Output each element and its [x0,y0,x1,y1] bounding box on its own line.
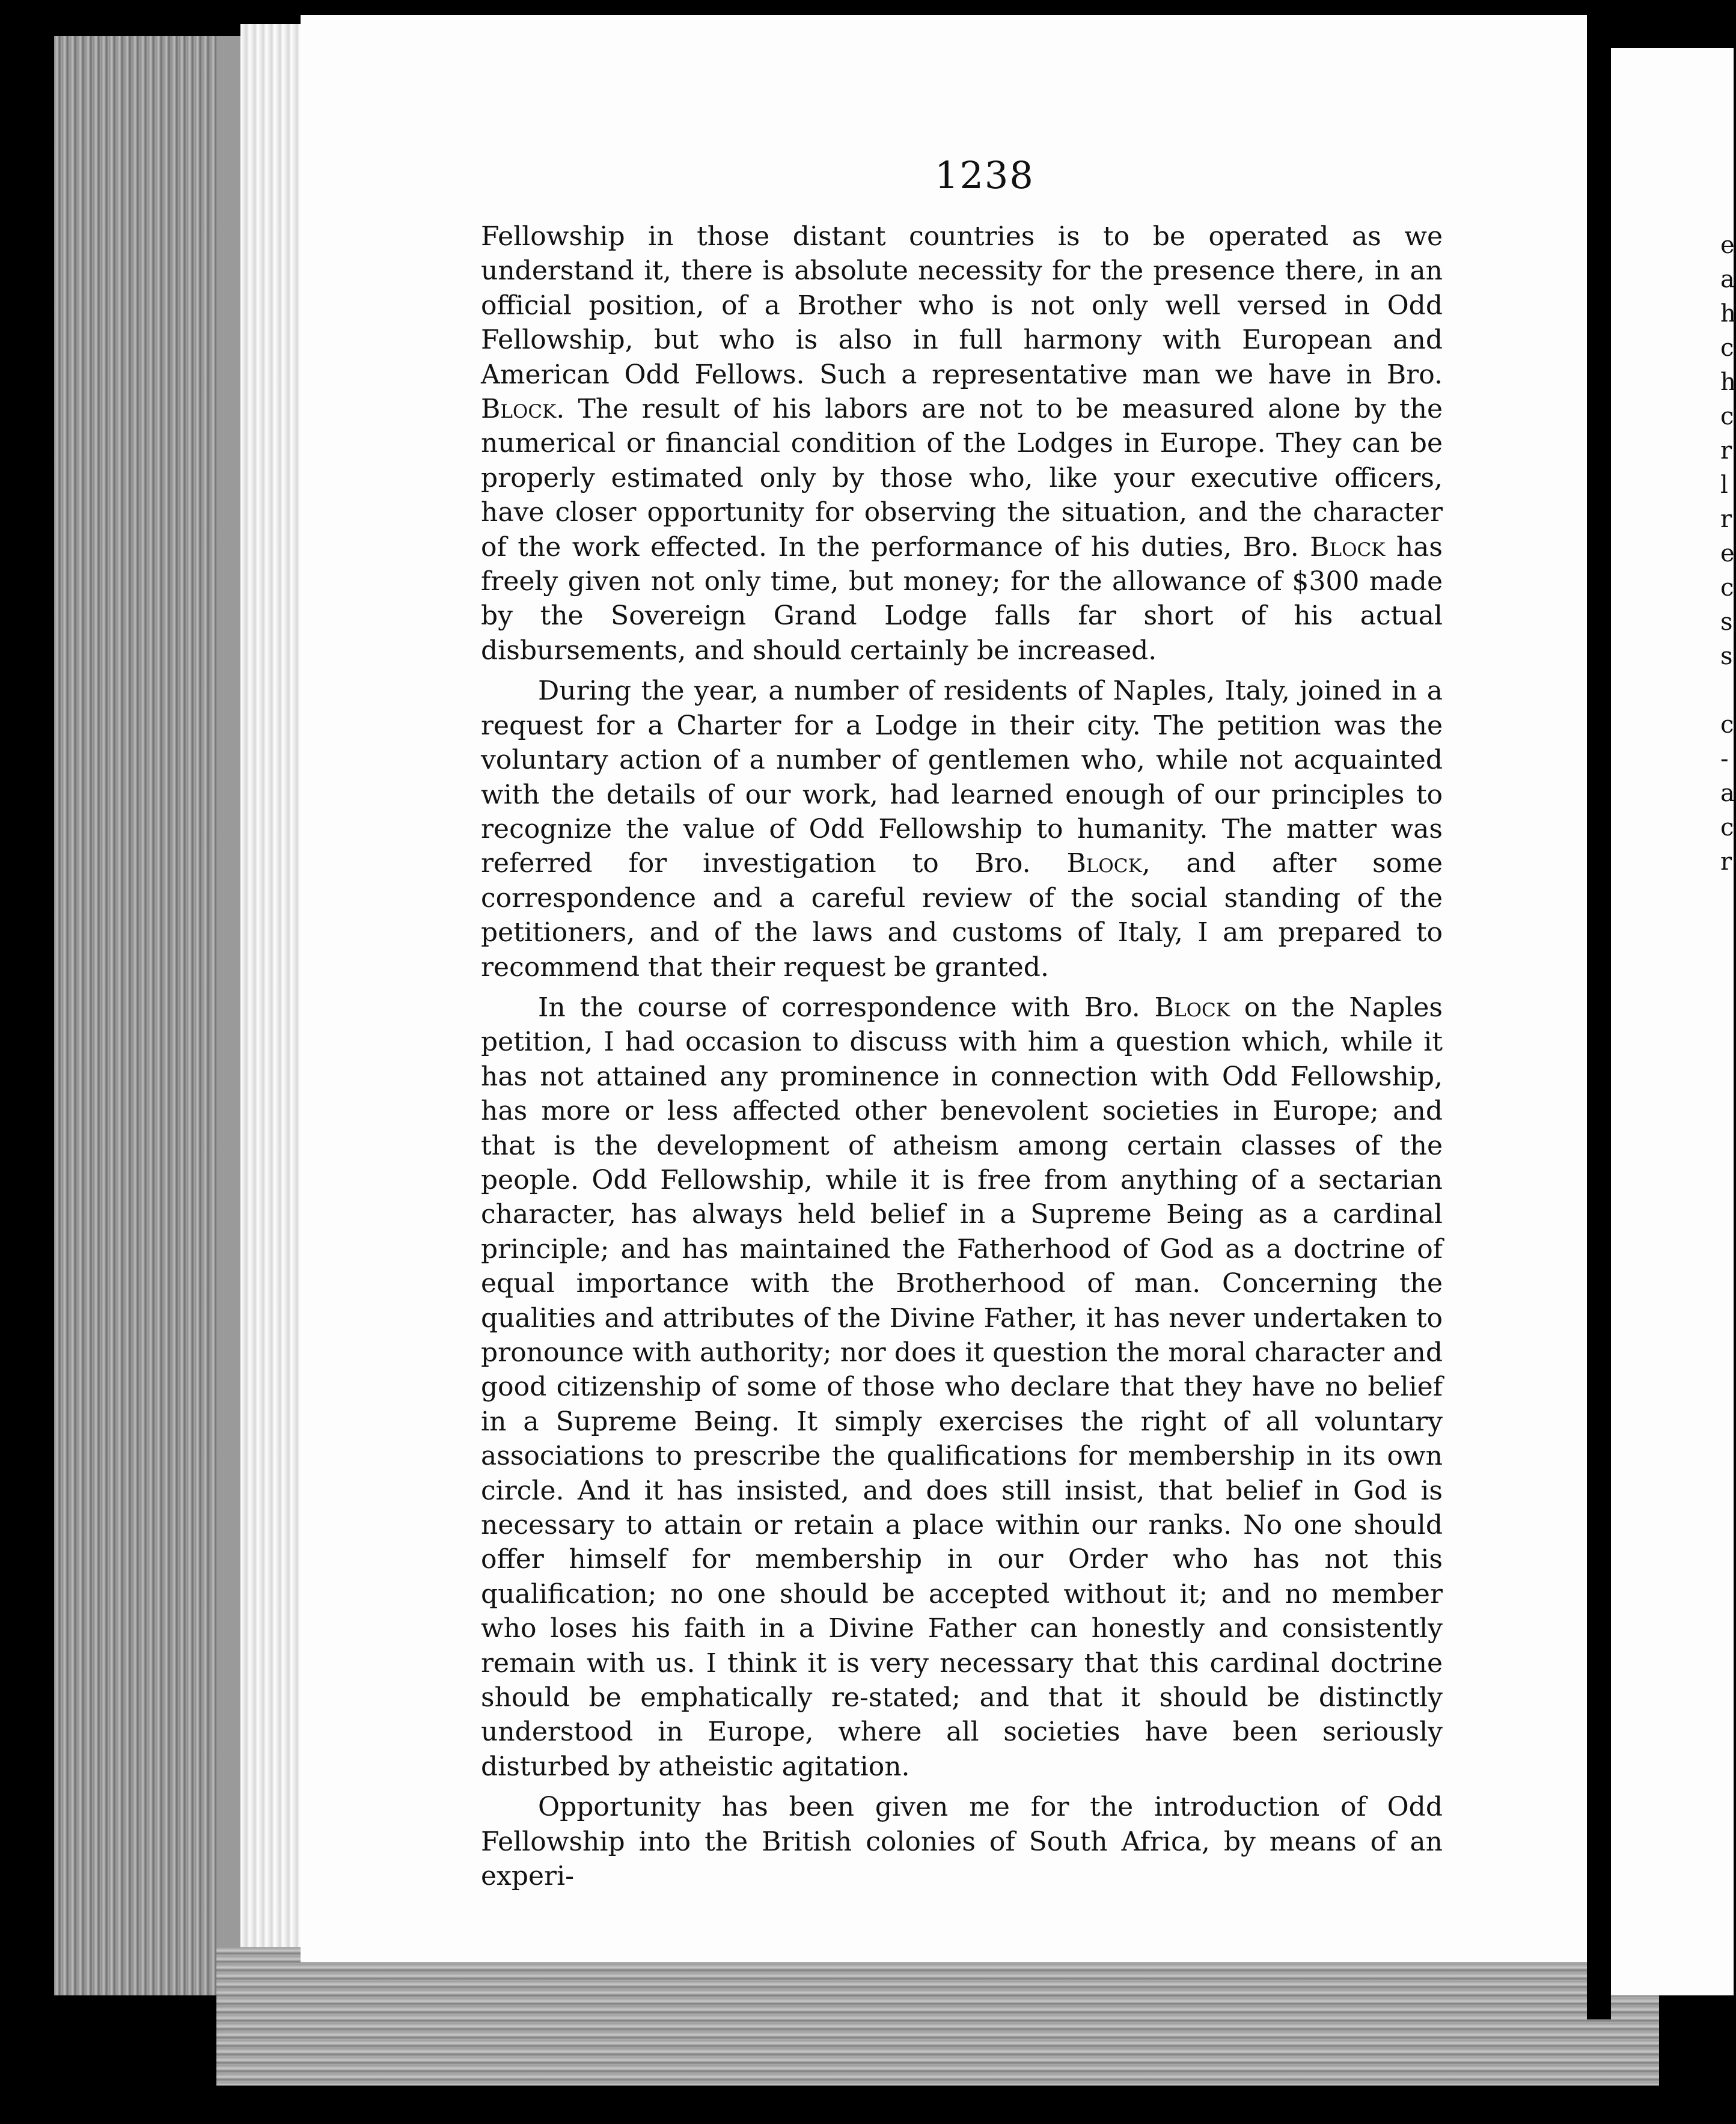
margin-letter: a [1720,266,1735,293]
margin-letter: c [1720,403,1734,430]
paragraph-3 [481,990,1443,1784]
facing-page [1611,48,1734,1995]
margin-letter: r [1720,505,1732,533]
text-run: In the course of correspondence with Bro. [538,992,1155,1023]
paragraph-2 [481,674,1443,984]
page-gutter [1587,36,1611,2019]
margin-letter: e [1720,540,1735,567]
text-run: . The result of his labors are not to be measured alone by the numerical or financial condition of the Lodges in Europe. They can be properly estimated only by those who, like your executive officers, have closer opportunity for observing the situation, and the character of the work effected. In the performance of his duties, Bro. [481,394,1443,563]
margin-letter: s [1720,608,1733,636]
book-spine-shadow [216,36,240,1983]
margin-letter: c [1720,334,1734,362]
margin-letter: c [1720,574,1734,602]
small-caps-name: Block [481,394,557,425]
margin-letter: r [1720,437,1732,465]
margin-letter: - [1720,745,1729,773]
margin-letter: r [1720,848,1732,876]
book-edge-left [54,36,216,1995]
page-number: 1238 [935,153,1035,197]
margin-letter: s [1720,642,1733,670]
margin-letter: a [1720,780,1735,807]
margin-letter: h [1720,368,1736,396]
text-run: on the Naples petition, I had occasion to discuss with him a question which, while it has not attained any prominence in connection with Odd Fellowship, has more or less affected other benevolent societies in Europe; and that is the development of atheism among certain classes of the people. Odd Fellowship, while it is free from anything of a sectarian character, has always held belief in a Supreme Being as a cardinal principle; and has maintained the Fatherhood of God as a doctrine of equal importance with the Brotherhood of man. Concerning the qualities and attributes of the Divine Father, it has never undertaken to pronounce with authority; nor does it question the moral character and good citizenship of some of those who declare that they have no belief in a Supreme Being. It simply exercises the right of all voluntary associations to prescribe the qualifications for membership in its own circle. And it has insisted, and does still insist, that belief in God is necessary to attain or retain a place within our ranks. No one should offer himself for membership in our Order who has not this qualification; no one should be accepted without it; and no member who loses his faith in a Divine Father can honestly and consistently remain with us. I think it is very necessary that this cardinal doctrine should be emphatically re-stated; and that it should be distinctly understood in Europe, where all societies have been seriously disturbed by atheistic agitation. [481,992,1443,1782]
paragraph-4 [481,1790,1443,1893]
small-caps-name: Block [1066,848,1142,879]
small-caps-name: Block [1154,992,1230,1023]
margin-letter: l [1720,471,1728,499]
margin-letter [1720,674,1734,708]
page-body-text [481,219,1443,1900]
margin-letter: c [1720,814,1734,841]
paragraph-1 [481,219,1443,668]
margin-letter: c [1720,711,1734,739]
page-stack-edges [240,24,301,1983]
text-run: , and after some correspondence and a careful review of the social standing of the petitioners, and of the laws and customs of Italy, I am prepared to recommend that their request be granted. [481,848,1443,983]
text-run: Opportunity has been given me for the introduction of Odd Fellowship into the British colonies of South Africa, by means of an experi- [481,1792,1443,1892]
book-edge-bottom [216,1947,1659,2086]
text-run: During the year, a number of residents of Naples, Italy, joined in a request for a Charter for a Lodge in their city. The petition was the voluntary action of a number of gentlemen who, while not acquainted with the details of our work, had learned enough of our principles to recognize the value of Odd Fellowship to humanity. The matter was referred for investigation to Bro. [481,676,1443,879]
facing-page-margin-text [1720,228,1734,879]
margin-letter: e [1720,231,1735,259]
margin-letter: h [1720,300,1736,328]
text-run: has freely given not only time, but money; for the allowance of $300 made by the Sovereign Grand Lodge falls far short of his actual disbursements, and should certainly be increased. [481,531,1443,666]
small-caps-name: Block [1310,531,1386,563]
text-run: Fellowship in those distant countries is to be operated as we understand it, there is absolute necessity for the presence there, in an official position, of a Brother who is not only well versed in Odd Fellowship, but who is also in full harmony with European and American Odd Fellows. Such a representative man we have in Bro. [481,221,1443,390]
